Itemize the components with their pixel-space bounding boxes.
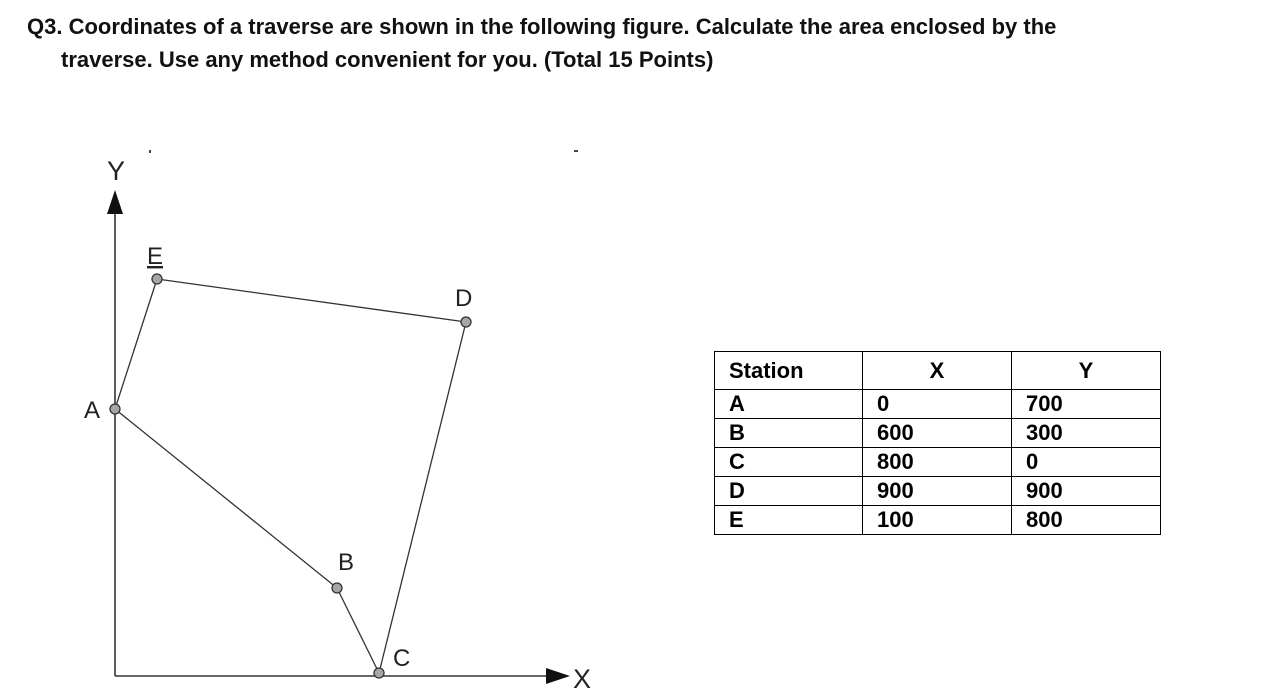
table-row bbox=[715, 448, 1161, 477]
table-header-row bbox=[715, 352, 1161, 390]
question-line-2: traverse. Use any method convenient for you. (Total 15 Points) bbox=[61, 47, 714, 72]
cell-y: 800 bbox=[1012, 506, 1161, 535]
cell-y: 300 bbox=[1012, 419, 1161, 448]
cell-station: C bbox=[715, 448, 863, 477]
header-x: X bbox=[863, 352, 1012, 390]
table-row bbox=[715, 477, 1161, 506]
station-marker-c bbox=[374, 668, 384, 678]
cell-station: E bbox=[715, 506, 863, 535]
traverse-leg-bc bbox=[337, 588, 379, 673]
station-label-d: D bbox=[455, 285, 473, 312]
cell-station: B bbox=[715, 419, 863, 448]
question-line-1: Coordinates of a traverse are shown in the following figure. Calculate the area enclosed by the bbox=[68, 14, 1057, 39]
cell-x: 600 bbox=[863, 419, 1012, 448]
station-label-e: E bbox=[147, 243, 164, 270]
header-station: Station bbox=[715, 352, 863, 390]
traverse-leg-cd bbox=[379, 322, 466, 673]
station-label-b: B bbox=[338, 549, 355, 576]
station-marker-e bbox=[152, 274, 162, 284]
x-axis-arrow-icon bbox=[546, 668, 570, 684]
cell-station: D bbox=[715, 477, 863, 506]
station-marker-d bbox=[461, 317, 471, 327]
station-coordinates-table bbox=[714, 351, 1161, 535]
traverse-leg-ea bbox=[115, 279, 157, 409]
cell-x: 900 bbox=[863, 477, 1012, 506]
question-number: Q3. bbox=[27, 14, 63, 39]
station-marker-b bbox=[332, 583, 342, 593]
cell-x: 0 bbox=[863, 390, 1012, 419]
station-marker-a bbox=[110, 404, 120, 414]
traverse-leg-ab bbox=[115, 409, 337, 588]
stray-mark-left bbox=[149, 150, 151, 153]
station-label-a: A bbox=[84, 397, 101, 424]
y-axis-arrow-icon bbox=[107, 190, 123, 214]
cell-station: A bbox=[715, 390, 863, 419]
traverse-leg-de bbox=[157, 279, 466, 322]
x-axis-label: X bbox=[573, 664, 592, 694]
cell-x: 800 bbox=[863, 448, 1012, 477]
table-row bbox=[715, 390, 1161, 419]
station-label-c: C bbox=[393, 645, 411, 672]
y-axis-label: Y bbox=[107, 156, 126, 186]
cell-y: 900 bbox=[1012, 477, 1161, 506]
cell-y: 0 bbox=[1012, 448, 1161, 477]
header-y: Y bbox=[1012, 352, 1161, 390]
cell-y: 700 bbox=[1012, 390, 1161, 419]
table-row bbox=[715, 506, 1161, 535]
stray-mark-right bbox=[574, 150, 578, 152]
traverse-lines bbox=[115, 279, 466, 673]
table-row bbox=[715, 419, 1161, 448]
cell-x: 100 bbox=[863, 506, 1012, 535]
